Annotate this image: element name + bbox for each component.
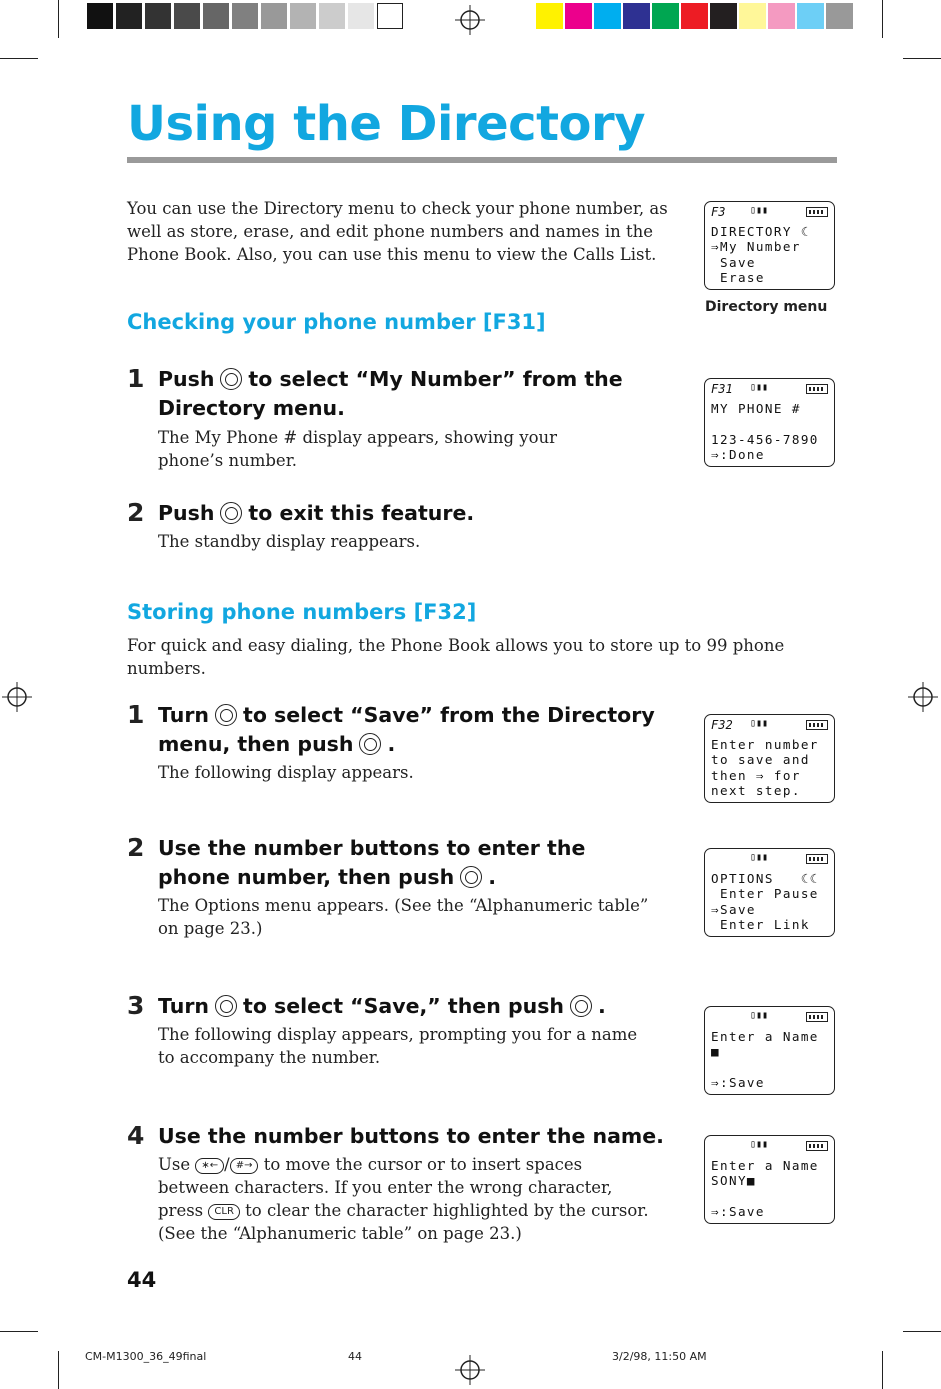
- page-number: 44: [127, 1268, 157, 1292]
- lcd-enter-number: F32 ▯▮▮ Enter number to save and then ⇒ for next step.: [704, 714, 835, 803]
- footer-filename: CM-M1300_36_49final: [85, 1350, 207, 1363]
- jog-dial-icon: [570, 995, 592, 1017]
- signal-icon: ▯▮▮: [750, 1139, 769, 1150]
- step-number: 2: [127, 498, 145, 527]
- step-heading: Turn to select “Save,” then push .: [158, 994, 606, 1018]
- registration-mark-icon: [908, 682, 938, 712]
- battery-icon: [806, 1012, 828, 1022]
- step-number: 2: [127, 833, 145, 862]
- step-description: The Options menu appears. (See the “Alphanumeric table” on page 23.): [158, 896, 649, 938]
- lcd-my-phone: F31 ▯▮▮ MY PHONE # 123-456-7890 ⇒:Done: [704, 378, 835, 467]
- registration-mark-icon: [455, 1355, 485, 1385]
- clr-key-icon: CLR: [208, 1204, 240, 1220]
- step-description: Use ∗← / #→ to move the cursor or to insert spaces between characters. If you enter the wrong character, press CLR to clear the character highlighted by the cursor. (See the “Alphanumeric table” on page 23.): [158, 1155, 649, 1243]
- battery-icon: [806, 384, 828, 394]
- star-left-key-icon: ∗←: [195, 1158, 224, 1174]
- step-description: The following display appears, prompting you for a name to accompany the number.: [158, 1025, 638, 1067]
- registration-mark-icon: [455, 5, 485, 35]
- jog-dial-icon: [460, 866, 482, 888]
- section-heading-check-number: Checking your phone number [F31]: [127, 310, 546, 334]
- step-number: 4: [127, 1121, 145, 1150]
- directory-menu-caption: Directory menu: [705, 299, 828, 315]
- pound-right-key-icon: #→: [230, 1158, 259, 1174]
- jog-dial-icon: [215, 704, 237, 726]
- footer-date: 3/2/98, 11:50 AM: [612, 1350, 707, 1363]
- battery-icon: [806, 207, 828, 217]
- jog-dial-icon: [220, 368, 242, 390]
- step-heading: Use the number buttons to enter the name.: [158, 1124, 664, 1148]
- signal-icon: ▯▮▮: [750, 852, 769, 863]
- jog-dial-icon: [359, 733, 381, 755]
- signal-icon: ▯▮▮: [750, 718, 769, 729]
- step-description: The standby display reappears.: [158, 532, 421, 551]
- jog-dial-icon: [215, 995, 237, 1017]
- signal-icon: ▯▮▮: [750, 1010, 769, 1021]
- step-description: The My Phone # display appears, showing your phone’s number.: [158, 428, 558, 470]
- intro-text: You can use the Directory menu to check your phone number, as well as store, erase, and edit phone numbers and names in the Phone Book. Also, you can use this menu to view the Calls List.: [127, 199, 668, 264]
- step-description: The following display appears.: [158, 763, 414, 782]
- registration-mark-icon: [2, 682, 32, 712]
- step-number: 1: [127, 700, 145, 729]
- step-number: 1: [127, 364, 145, 393]
- step-heading: Use the number buttons to enter the phone number, then push .: [158, 836, 586, 889]
- footer-page: 44: [348, 1350, 362, 1363]
- section-intro: For quick and easy dialing, the Phone Book allows you to store up to 99 phone numbers.: [127, 636, 785, 678]
- lcd-options: ▯▮▮ OPTIONS ☾☾ Enter Pause ⇒Save Enter Link: [704, 848, 835, 937]
- signal-icon: ▯▮▮: [750, 205, 769, 216]
- lcd-enter-name: ▯▮▮ Enter a Name ■ ⇒:Save: [704, 1006, 835, 1095]
- section-heading-store-numbers: Storing phone numbers [F32]: [127, 600, 477, 624]
- step-number: 3: [127, 991, 145, 1020]
- lcd-enter-name-sony: ▯▮▮ Enter a Name SONY■ ⇒:Save: [704, 1135, 835, 1224]
- signal-icon: ▯▮▮: [750, 382, 769, 393]
- battery-icon: [806, 720, 828, 730]
- battery-icon: [806, 854, 828, 864]
- battery-icon: [806, 1141, 828, 1151]
- jog-dial-icon: [220, 502, 242, 524]
- page-title: Using the Directory: [127, 96, 645, 152]
- title-rule: [127, 157, 837, 163]
- step-heading: Turn to select “Save” from the Directory menu, then push .: [158, 703, 655, 756]
- step-heading: Push to select “My Number” from the Directory menu.: [158, 367, 623, 420]
- lcd-directory-menu: F3 ▯▮▮ DIRECTORY ☾ ⇒My Number Save Erase: [704, 201, 835, 290]
- step-heading: Push to exit this feature.: [158, 501, 475, 525]
